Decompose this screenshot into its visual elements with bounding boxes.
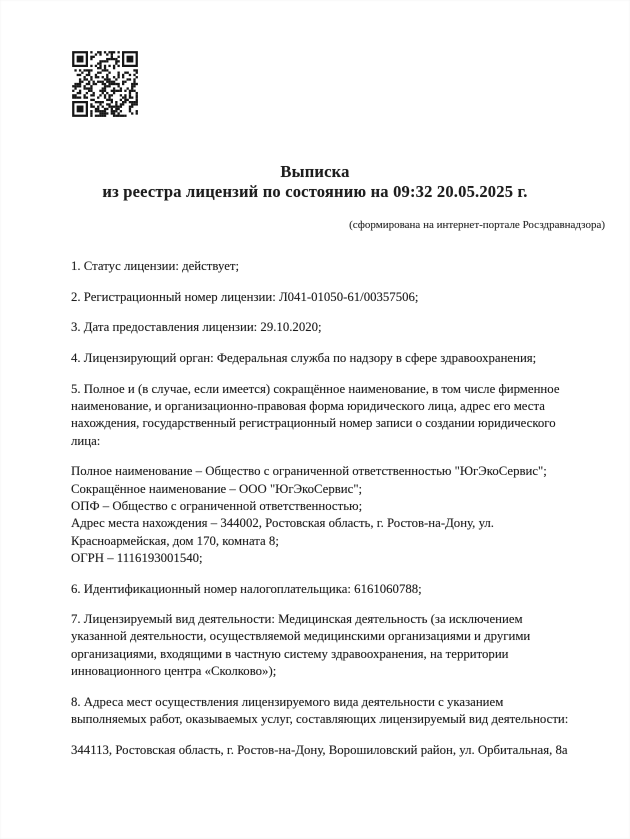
document-body: [71, 258, 576, 772]
paragraph: 3. Дата предоставления лицензии: 29.10.2020;: [71, 320, 322, 335]
paragraph: ОГРН – 1116193001540;: [71, 550, 203, 565]
paragraph: 7. Лицензируемый вид деятельности: Медицинская деятельность (за исключением указанной деятельности, осуществляемой медицинскими организациями и другими организациями, входящими в частную систему здравоохранения, на территории инновационного центра «Сколково»);: [71, 612, 534, 679]
document-title: [0, 162, 630, 202]
paragraph: 1. Статус лицензии: действует;: [71, 259, 240, 273]
title-line-2: из реестра лицензий по состоянию на 09:32 20.05.2025 г.: [102, 182, 528, 201]
document-subtitle: (сформирована на интернет-портале Росздравнадзора): [349, 219, 605, 231]
paragraph: 5. Полное и (в случае, если имеется) сокращённое наименование, в том числе фирменное наименование, и организационно-правовая форма юридического лица, адрес его места нахождения, государственный регистрационный номер записи о создании юридического лица:: [71, 381, 563, 448]
paragraph: Полное наименование – Общество с ограниченной ответственностью "ЮгЭкоСервис";: [71, 464, 547, 479]
paragraph: 2. Регистрационный номер лицензии: Л041-01050-61/00357506;: [71, 289, 419, 304]
paragraph: Сокращённое наименование – ООО "ЮгЭкоСервис";: [71, 481, 363, 496]
paragraph: 6. Идентификационный номер налогоплательщика: 6161060788;: [71, 581, 422, 596]
qr-code-icon: [71, 50, 139, 118]
paragraph: 4. Лицензирующий орган: Федеральная служба по надзору в сфере здравоохранения;: [71, 351, 537, 366]
paragraph: 344113, Ростовская область, г. Ростов-на-Дону, Ворошиловский район, ул. Орбитальная, 8а: [71, 742, 568, 757]
paragraph: ОПФ – Общество с ограниченной ответственностью;: [71, 498, 363, 513]
title-line-1: Выписка: [280, 162, 350, 181]
paragraph: Адрес места нахождения – 344002, Ростовская область, г. Ростов-на-Дону, ул. Красноармейская, дом 170, комната 8;: [71, 516, 498, 548]
paragraph: 8. Адреса мест осуществления лицензируемого вида деятельности с указанием выполняемых работ, оказываемых услуг, составляющих лицензируемый вид деятельности:: [71, 694, 569, 727]
